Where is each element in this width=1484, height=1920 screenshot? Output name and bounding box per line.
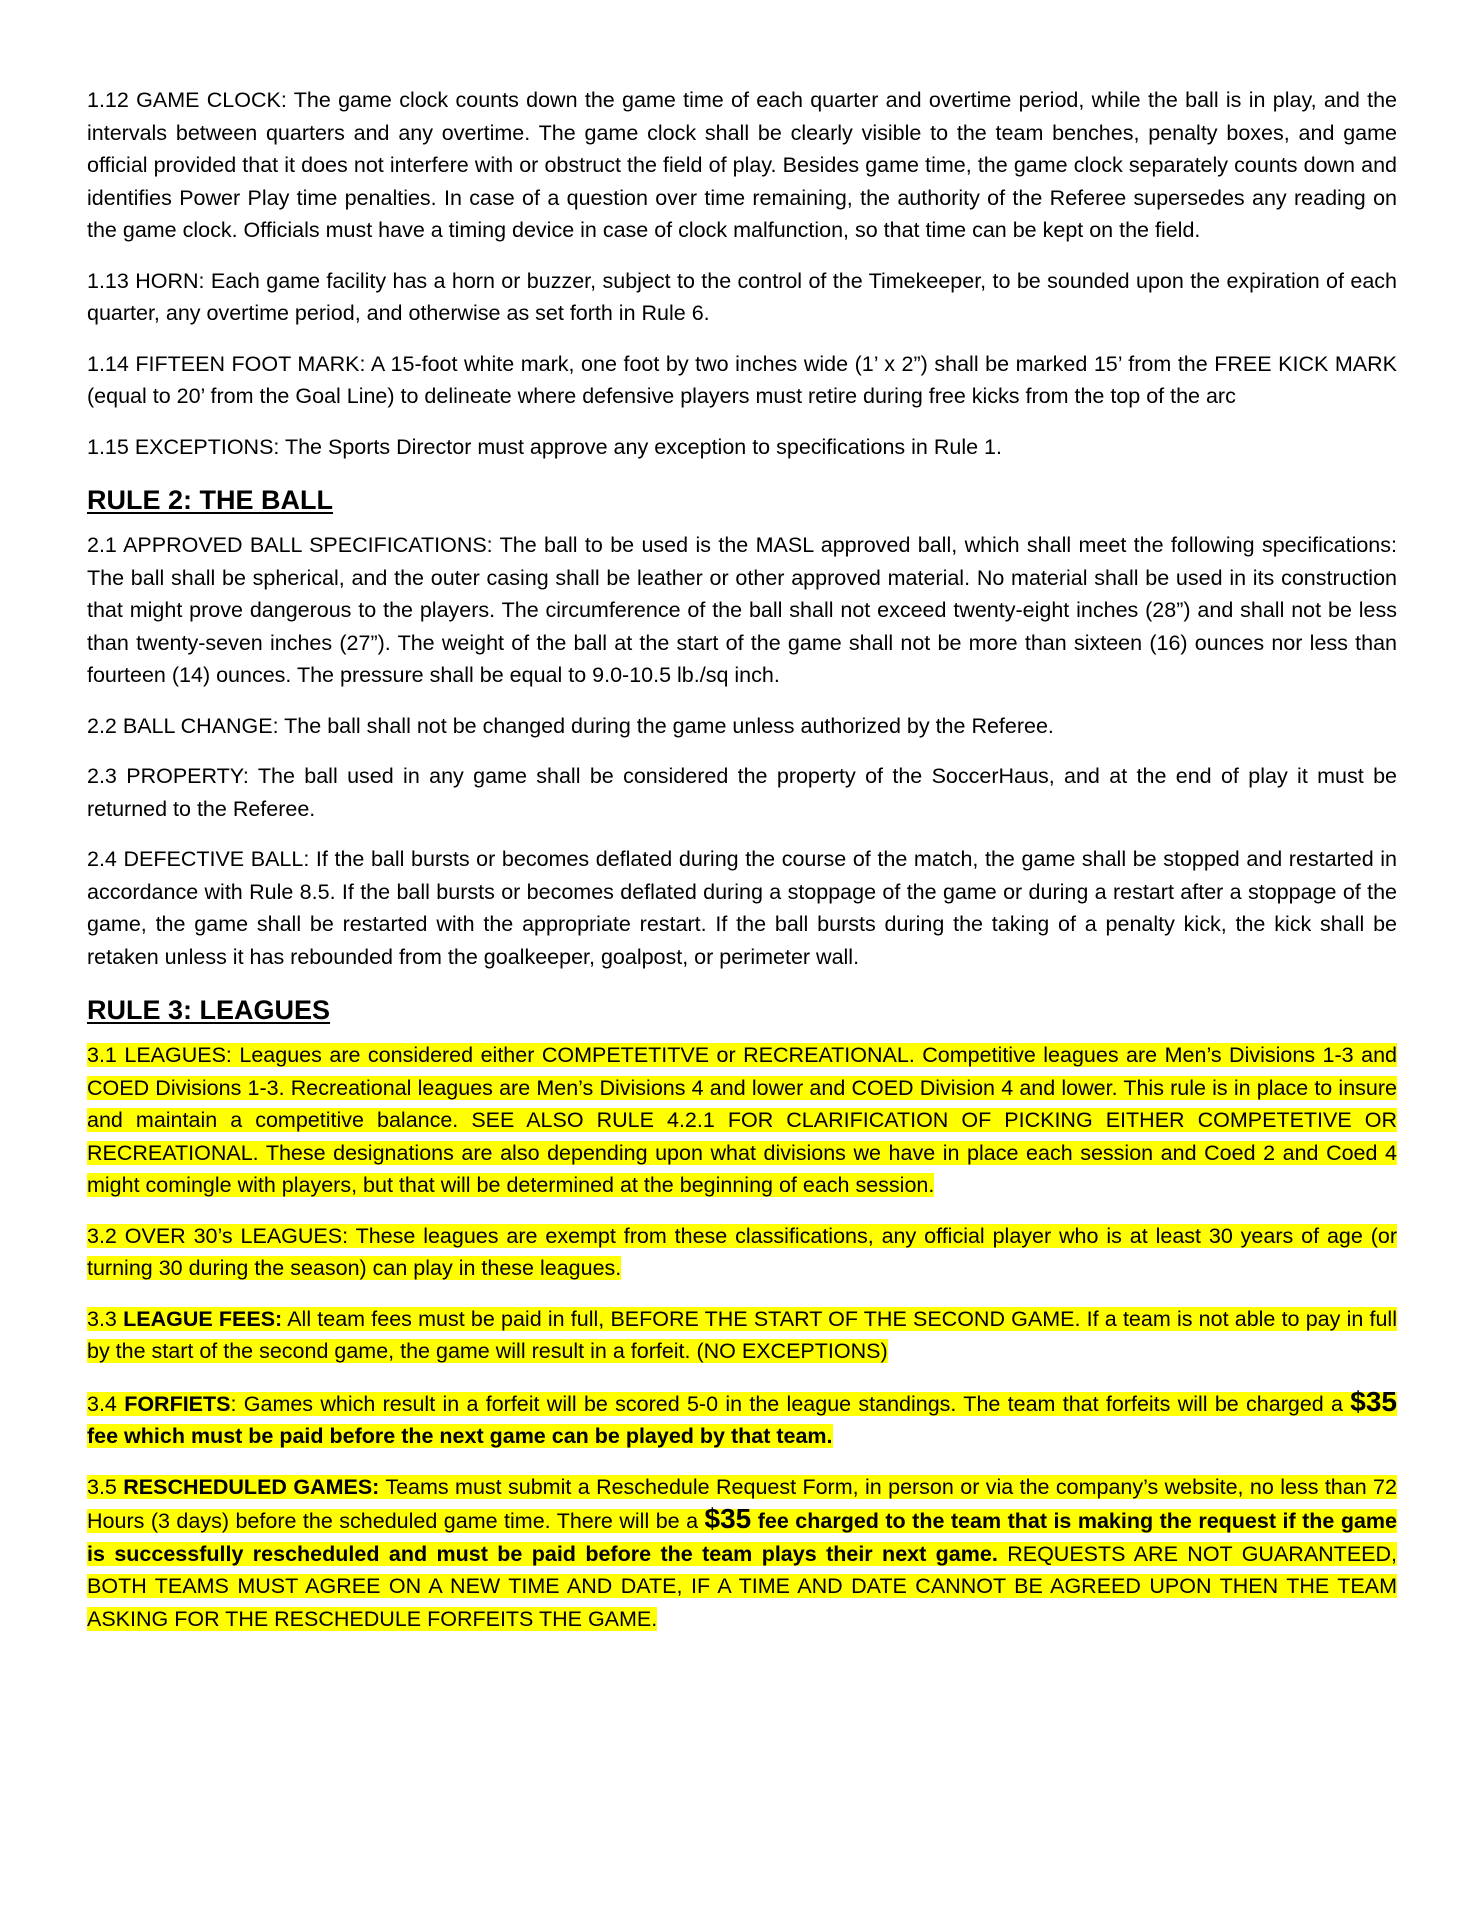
rule-2-heading: RULE 2: THE BALL <box>87 485 333 515</box>
rule-3-1-text: 3.1 LEAGUES: Leagues are considered either COMPETETITVE or RECREATIONAL. Competitive leagues are Men’s Divisions 1-3 and COED Divisions 1-3. Recreational leagues are Men’s Divisions 4 and lower and COED Division 4 and lower. This rule is in place to insure and maintain a competitive balance. SEE ALSO RULE 4.2.1 FOR CLARIFICATION OF PICKING EITHER COMPETETIVE OR RECREATIONAL. These designations are also depending upon what divisions we have in place each session and Coed 2 and Coed 4 might comingle with players, but that will be determined at the beginning of each session. <box>87 1043 1397 1197</box>
rule-3-3-title: LEAGUE FEES: <box>123 1306 283 1331</box>
document-page <box>87 84 1397 1653</box>
rule-1-15-exceptions: 1.15 EXCEPTIONS: The Sports Director must approve any exception to specifications in Rule 1. <box>87 434 1002 459</box>
rule-1-13-horn: 1.13 HORN: Each game facility has a horn or buzzer, subject to the control of the Timekeeper, to be sounded upon the expiration of each quarter, any overtime period, and otherwise as set forth in Rule 6. <box>87 268 1397 325</box>
rule-1-14-fifteen-foot-mark: 1.14 FIFTEEN FOOT MARK: A 15-foot white mark, one foot by two inches wide (1’ x 2”) shall be marked 15’ from the FREE KICK MARK (equal to 20’ from the Goal Line) to delineate where defensive players must retire during free kicks from the top of the arc <box>87 351 1397 408</box>
rule-3-4-fee-amount: $35 <box>1350 1385 1397 1417</box>
rule-3-2-text: 3.2 OVER 30’s LEAGUES: These leagues are exempt from these classifications, any official player who is at least 30 years of age (or turning 30 during the season) can play in these leagues. <box>87 1223 1397 1280</box>
rule-2-2-ball-change: 2.2 BALL CHANGE: The ball shall not be changed during the game unless authorized by the Referee. <box>87 713 1054 738</box>
rule-3-5-fee-amount: $35 <box>704 1503 752 1534</box>
rule-3-3-league-fees <box>87 1303 1397 1368</box>
rule-3-5-fee-text: fee charged to the team that is making the request if the game is successfully rescheduled and must be paid before the team plays their next game. <box>87 1509 1397 1566</box>
rule-2-4-defective-ball: 2.4 DEFECTIVE BALL: If the ball bursts or becomes deflated during the course of the match, the game shall be stopped and restarted in accordance with Rule 8.5. If the ball bursts or becomes deflated during a stoppage of the game or during a restart after a stoppage of the game, the game shall be restarted with the appropriate restart. If the ball bursts during the taking of a penalty kick, the kick shall be retaken unless it has rebounded from the goalkeeper, goalpost, or perimeter wall. <box>87 847 1397 969</box>
rule-3-1-leagues <box>87 1039 1397 1202</box>
rule-3-3-number: 3.3 <box>87 1306 124 1331</box>
rule-2-1-approved-ball: 2.1 APPROVED BALL SPECIFICATIONS: The ball to be used is the MASL approved ball, which shall meet the following specifications: The ball shall be spherical, and the outer casing shall be leather or other approved material. No material shall be used in its construction that might prove dangerous to the players. The circumference of the ball shall not exceed twenty-eight inches (28”) and shall not be less than twenty-seven inches (27”). The weight of the ball at the start of the game shall not be more than sixteen (16) ounces nor less than fourteen (14) ounces. The pressure shall be equal to 9.0-10.5 lb./sq inch. <box>87 533 1397 687</box>
rule-3-5-text: Teams must submit a Reschedule Request Form, in person or via the company’s website, no less than 72 Hours (3 days) before the scheduled game time. There will be a <box>87 1474 1397 1533</box>
rule-3-2-over-30-leagues <box>87 1220 1397 1285</box>
rule-3-5-rescheduled-games <box>87 1471 1397 1636</box>
rule-3-5-caps-text: REQUESTS ARE NOT GUARANTEED, BOTH TEAMS MUST AGREE ON A NEW TIME AND DATE, IF A TIME AND DATE CANNOT BE AGREED UPON THEN THE TEAM ASKING FOR THE RESCHEDULE FORFEITS THE GAME. <box>87 1541 1397 1631</box>
rule-3-5-title: RESCHEDULED GAMES: <box>123 1474 380 1499</box>
rule-3-4-number: 3.4 <box>87 1391 125 1416</box>
rule-1-12-game-clock: 1.12 GAME CLOCK: The game clock counts down the game time of each quarter and overtime period, while the ball is in play, and the intervals between quarters and any overtime. The game clock shall be clearly visible to the team benches, penalty boxes, and game official provided that it does not interfere with or obstruct the field of play. Besides game time, the game clock separately counts down and identifies Power Play time penalties. In case of a question over time remaining, the authority of the Referee supersedes any reading on the game clock. Officials must have a timing device in case of clock malfunction, so that time can be kept on the field. <box>87 88 1397 242</box>
rule-3-4-text: : Games which result in a forfeit will be scored 5-0 in the league standings. The team that forfeits will be charged a <box>230 1391 1351 1416</box>
rule-2-3-property: 2.3 PROPERTY: The ball used in any game shall be considered the property of the SoccerHaus, and at the end of play it must be returned to the Referee. <box>87 764 1397 821</box>
rule-3-4-fee-text: fee which must be paid before the next game can be played by that team. <box>87 1424 833 1448</box>
rule-3-5-number: 3.5 <box>87 1474 124 1499</box>
rule-3-heading: RULE 3: LEAGUES <box>87 995 331 1025</box>
rule-3-4-title: FORFIETS <box>124 1391 231 1416</box>
rule-3-3-text: All team fees must be paid in full, BEFORE THE START OF THE SECOND GAME. If a team is not able to pay in full by the start of the second game, the game will result in a forfeit. (NO EXCEPTIONS) <box>87 1306 1397 1363</box>
rule-3-4-forfeits <box>87 1386 1397 1453</box>
